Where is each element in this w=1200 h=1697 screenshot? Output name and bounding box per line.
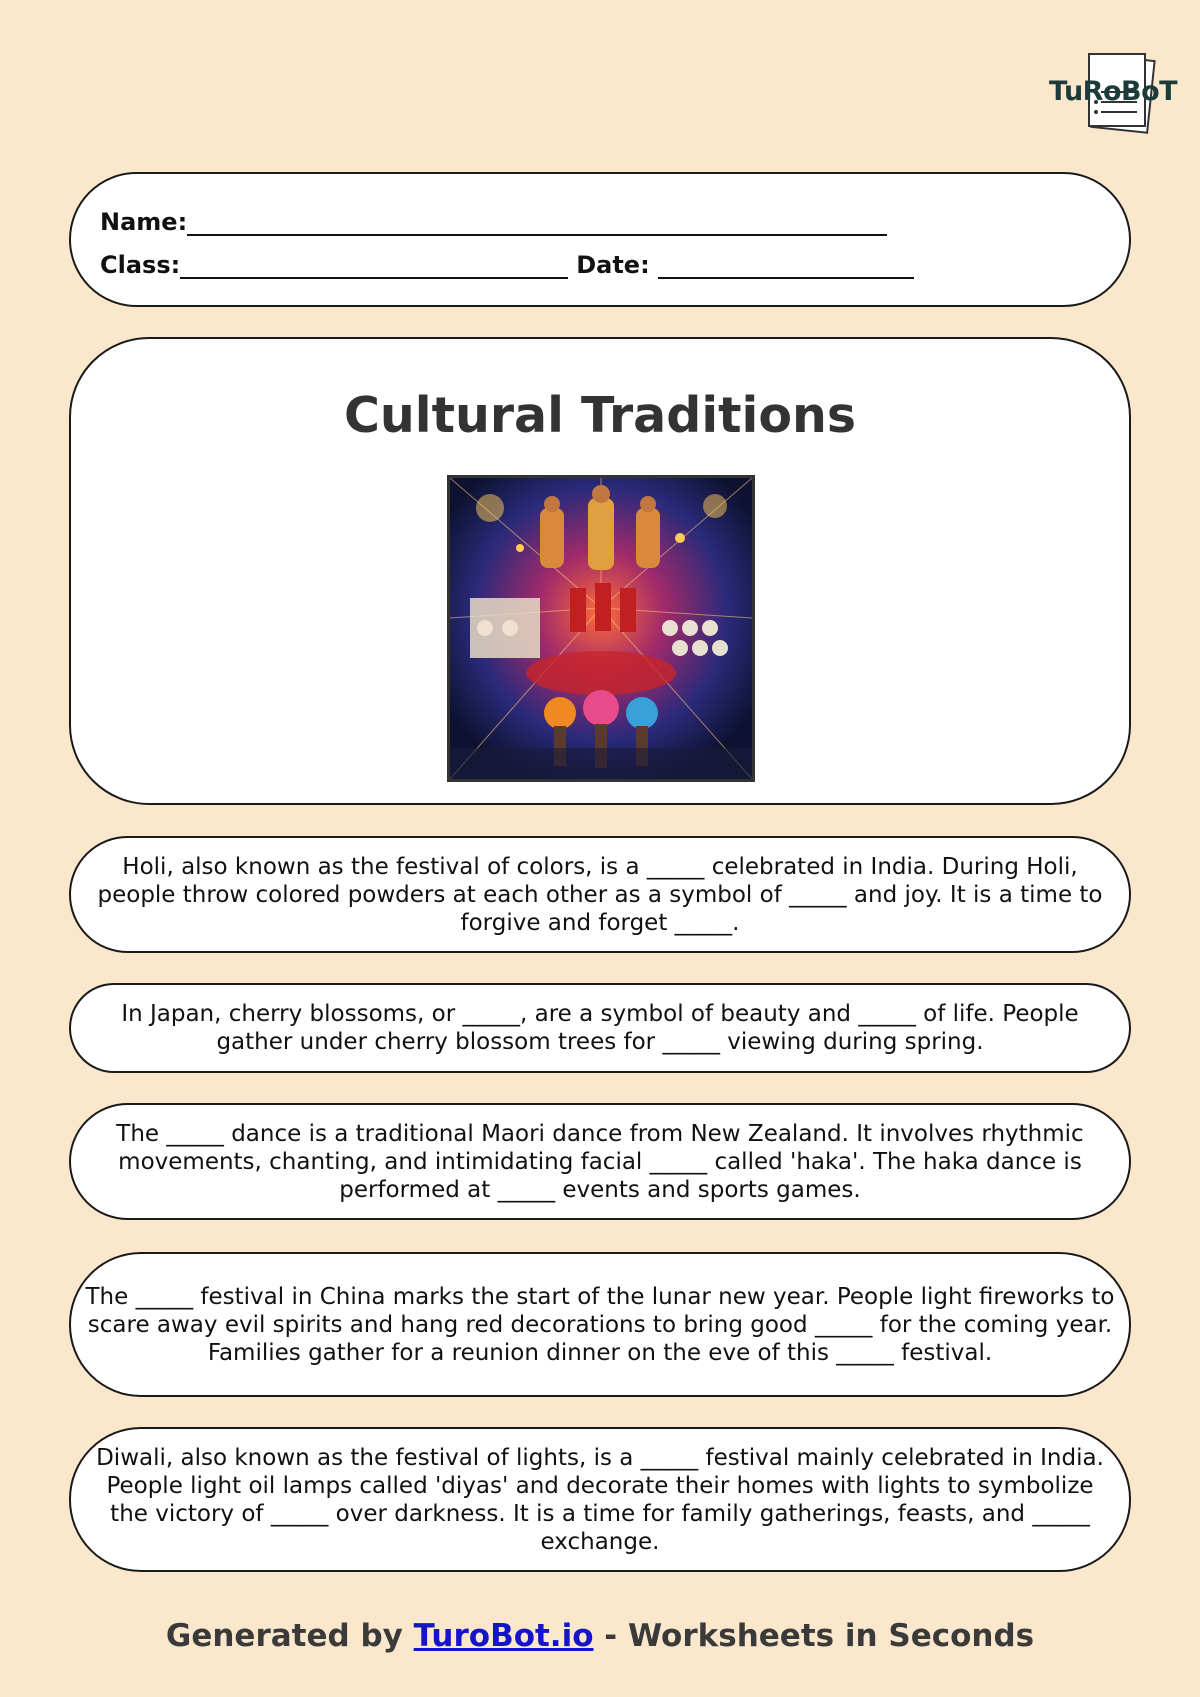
question-text: The _____ dance is a traditional Maori dance from New Zealand. It involves rhythmic movements, chanting, and intimidating facial _____ called 'haka'. The haka dance is performed at _____ events and sports games.: [116, 1120, 1084, 1203]
class-label: Class:: [100, 251, 181, 279]
class-blank[interactable]: [180, 251, 568, 279]
cultural-festival-illustration: [447, 475, 755, 782]
date-blank[interactable]: [658, 251, 914, 279]
logo-wordmark: TuRoBoT: [1049, 76, 1178, 107]
question-text: Diwali, also known as the festival of lights, is a _____ festival mainly celebrated in India. People light oil lamps called 'diyas' and decorate their homes with lights to symbolize the victory of _____ over darkness. It is a time for family gatherings, feasts, and _____ exchange.: [96, 1444, 1104, 1555]
question-card-lunar-new-year: [69, 1252, 1131, 1397]
festival-collage-image: [450, 478, 752, 779]
question-text: Holi, also known as the festival of colors, is a _____ celebrated in India. During Holi, people throw colored powders at each other as a symbol of _____ and joy. It is a time to forgive and forget _____.: [97, 853, 1103, 936]
footer-suffix: - Worksheets in Seconds: [593, 1618, 1035, 1654]
turobot-link[interactable]: TuroBot.io: [413, 1618, 594, 1654]
question-card-cherry-blossoms: [69, 983, 1131, 1073]
name-row: [100, 208, 887, 236]
date-label: Date:: [576, 251, 650, 279]
footer-credit: [0, 1618, 1200, 1654]
title-card: [69, 337, 1131, 805]
question-text: The _____ festival in China marks the start of the lunar new year. People light fireworks to scare away evil spirits and hang red decorations to bring good _____ for the coming year. Families gather for a reunion dinner on the eve of this _____ festival.: [85, 1283, 1115, 1366]
question-text: In Japan, cherry blossoms, or _____, are a symbol of beauty and _____ of life. People gather under cherry blossom trees for _____ viewing during spring.: [121, 1001, 1079, 1055]
question-card-diwali: [69, 1427, 1131, 1572]
name-blank[interactable]: [187, 208, 887, 236]
name-label: Name:: [100, 208, 188, 236]
student-info-card: [69, 172, 1131, 307]
page-title: Cultural Traditions: [343, 387, 857, 444]
class-date-row: [100, 251, 914, 279]
footer-prefix: Generated by: [165, 1618, 414, 1654]
question-card-holi: [69, 836, 1131, 953]
turobot-logo: [1045, 52, 1178, 138]
question-card-maori-dance: [69, 1103, 1131, 1220]
